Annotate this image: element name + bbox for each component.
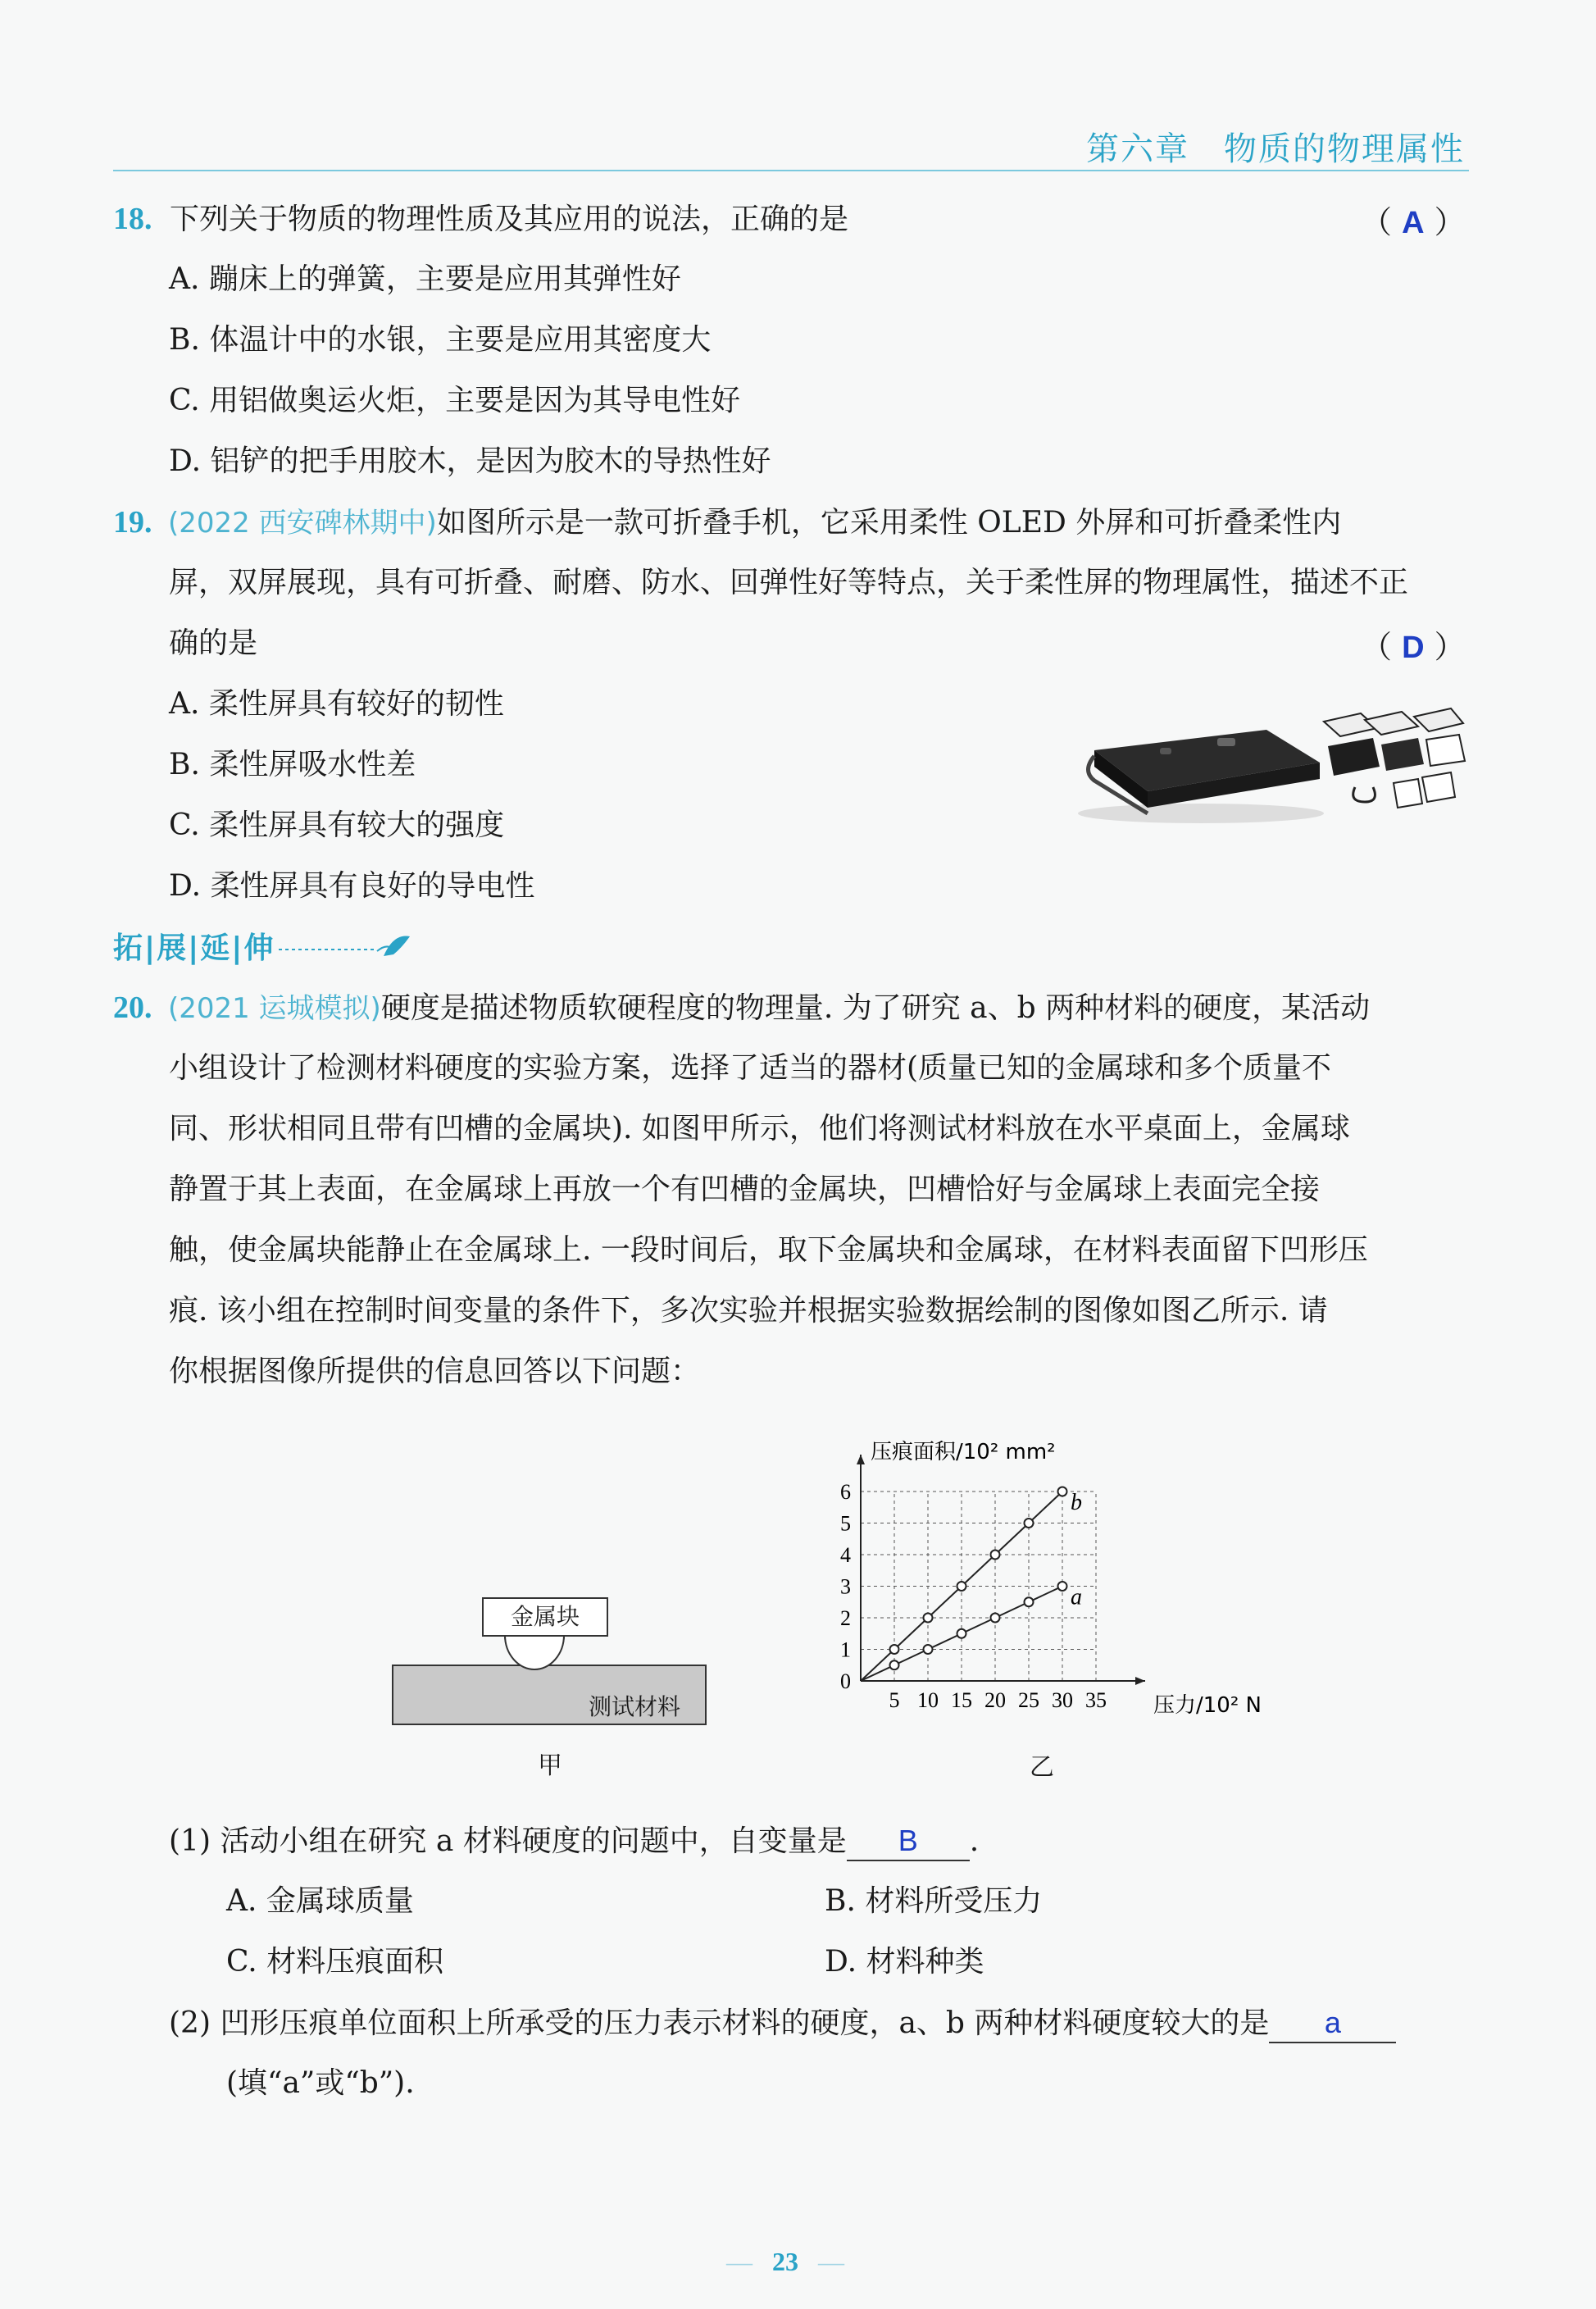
page-number: 23	[772, 2247, 798, 2276]
q19-option-d: D. 柔性屏具有良好的导电性	[169, 869, 535, 903]
figure-yi-caption: 乙	[1030, 1753, 1054, 1782]
q19-source: (2022 西安碑林期中)	[167, 507, 437, 540]
q18-option-a: A. 蹦床上的弹簧，主要是应用其弹性好	[169, 262, 681, 296]
x-tick-label: 20	[984, 1688, 1006, 1712]
q20-stem-line-6: 痕. 该小组在控制时间变量的条件下，多次实验并根据实验数据绘制的图像如图乙所示. 请	[169, 1294, 1328, 1328]
x-tick-label: 25	[1018, 1688, 1039, 1712]
q19-number: 19.	[113, 505, 152, 540]
origin-label: 0	[840, 1669, 851, 1693]
x-tick-label: 5	[889, 1688, 900, 1712]
x-tick-label: 35	[1085, 1688, 1107, 1712]
y-axis-label: 压痕面积/10² mm²	[871, 1440, 1056, 1464]
q19-answer: D	[1402, 631, 1425, 665]
data-point-a	[957, 1629, 966, 1638]
y-tick-label: 1	[840, 1637, 851, 1662]
q19-stem-text-1: 如图所示是一款可折叠手机，它采用柔性 OLED 外屏和可折叠柔性内	[436, 506, 1342, 540]
figure-jia-caption: 甲	[538, 1751, 562, 1780]
q20-sub1-option-c: C. 材料压痕面积	[226, 1945, 444, 1979]
q20-stem-line-2: 小组设计了检测材料硬度的实验方案，选择了适当的器材(质量已知的金属球和多个质量不	[169, 1051, 1332, 1085]
q18-stem-text: 下列关于物质的物理性质及其应用的说法，正确的是	[169, 203, 848, 236]
header-rule	[113, 170, 1469, 171]
x-axis-label: 压力/10² N	[1153, 1693, 1262, 1718]
data-point-a	[991, 1614, 1000, 1623]
q18-option-d: D. 铝铲的把手用胶木，是因为胶木的导热性好	[169, 444, 771, 478]
q19-stem-line-2: 屏，双屏展现，具有可折叠、耐磨、防水、回弹性好等特点，关于柔性屏的物理属性，描述不正	[169, 566, 1409, 599]
q19-stem-line-1	[113, 503, 1341, 542]
q20-sub2-label: (2) 凹形压痕单位面积上所承受的压力表示材料的硬度，a、b 两种材料硬度较大的是	[169, 2006, 1270, 2040]
q18-option-b: B. 体温计中的水银，主要是应用其密度大	[169, 323, 712, 357]
section-title: 拓|展|延|伸	[113, 931, 275, 965]
q19-option-a: A. 柔性屏具有较好的韧性	[169, 687, 504, 721]
q18-stem	[113, 200, 848, 239]
x-axis-arrow	[1135, 1677, 1145, 1685]
q19-option-b: B. 柔性屏吸水性差	[169, 748, 416, 781]
q20-sub1	[169, 1822, 979, 1861]
footer-dash-right: —	[818, 2247, 844, 2276]
y-axis-arrow	[857, 1455, 865, 1464]
q20-sub1-option-b: B. 材料所受压力	[825, 1884, 1043, 1918]
q20-sub2-line-2: (填“a”或“b”).	[226, 2066, 415, 2100]
paren-close: ）	[1434, 629, 1466, 665]
q18-number: 18.	[113, 202, 152, 236]
paren-open: （	[1361, 629, 1393, 665]
q20-stem-line-5: 触，使金属块能静止在金属球上. 一段时间后，取下金属块和金属球，在材料表面留下凹形压	[169, 1233, 1368, 1267]
test-material-label: 测试材料	[589, 1693, 681, 1720]
q20-stem-line-7: 你根据图像所提供的信息回答以下问题：	[169, 1355, 701, 1388]
q18-option-c: C. 用铝做奥运火炬，主要是因为其导电性好	[169, 384, 741, 417]
y-tick-label: 6	[840, 1480, 851, 1504]
y-tick-label: 3	[840, 1574, 851, 1599]
q20-stem-line-4: 静置于其上表面，在金属球上再放一个有凹槽的金属块，凹槽恰好与金属球上表面完全接	[169, 1173, 1321, 1206]
metal-block: 金属块	[482, 1597, 608, 1637]
q18-answer: A	[1402, 206, 1425, 240]
q20-sub1-label: (1) 活动小组在研究 a 材料硬度的问题中，自变量是	[169, 1824, 847, 1858]
q20-sub1-option-d: D. 材料种类	[825, 1945, 984, 1979]
data-point-b	[1025, 1519, 1034, 1528]
q20-source: (2021 运城模拟)	[167, 992, 381, 1025]
q19-answer-box	[1361, 622, 1466, 667]
x-tick-label: 30	[1052, 1688, 1073, 1712]
q20-sub2-answer: a	[1269, 2004, 1396, 2043]
q20-sub1-answer: B	[847, 1822, 970, 1861]
y-tick-label: 5	[840, 1511, 851, 1536]
data-point-a	[924, 1645, 933, 1654]
y-tick-label: 2	[840, 1606, 851, 1630]
footer-dash-left: —	[726, 2247, 753, 2276]
hardness-chart	[820, 1439, 1262, 1751]
data-point-a	[890, 1660, 899, 1669]
metal-ball	[502, 1632, 567, 1674]
q20-stem-line-3: 同、形状相同且带有凹槽的金属块). 如图甲所示，他们将测试材料放在水平桌面上，金属球	[169, 1112, 1350, 1145]
q19-option-c: C. 柔性屏具有较大的强度	[169, 808, 505, 842]
q18-answer-box	[1361, 197, 1466, 242]
chapter-title: 第六章 物质的物理属性	[1086, 130, 1465, 168]
q20-number: 20.	[113, 991, 152, 1025]
q20-sub2	[169, 2004, 1396, 2043]
data-point-b	[1058, 1487, 1067, 1496]
paren-close: ）	[1434, 204, 1466, 240]
series-label-b: b	[1071, 1490, 1082, 1515]
q20-stem-text-1: 硬度是描述物质软硬程度的物理量. 为了研究 a、b 两种材料的硬度，某活动	[380, 991, 1371, 1025]
q20-sub1-option-a: A. 金属球质量	[226, 1884, 414, 1918]
paren-open: （	[1361, 204, 1393, 240]
q20-stem-line-1	[113, 989, 1370, 1027]
series-label-a: a	[1071, 1584, 1082, 1610]
x-tick-label: 15	[951, 1688, 972, 1712]
data-point-b	[890, 1645, 899, 1654]
section-decoration	[279, 925, 426, 962]
data-point-b	[991, 1551, 1000, 1560]
q19-stem-line-3: 确的是	[169, 626, 258, 660]
x-tick-label: 10	[917, 1688, 939, 1712]
data-point-b	[957, 1582, 966, 1591]
data-point-b	[924, 1614, 933, 1623]
data-point-a	[1058, 1582, 1067, 1591]
foldable-phone-image	[1078, 705, 1471, 828]
page-number-footer	[720, 2247, 851, 2277]
y-tick-label: 4	[840, 1543, 851, 1567]
data-point-a	[1025, 1597, 1034, 1606]
q20-sub1-end: .	[969, 1824, 980, 1858]
